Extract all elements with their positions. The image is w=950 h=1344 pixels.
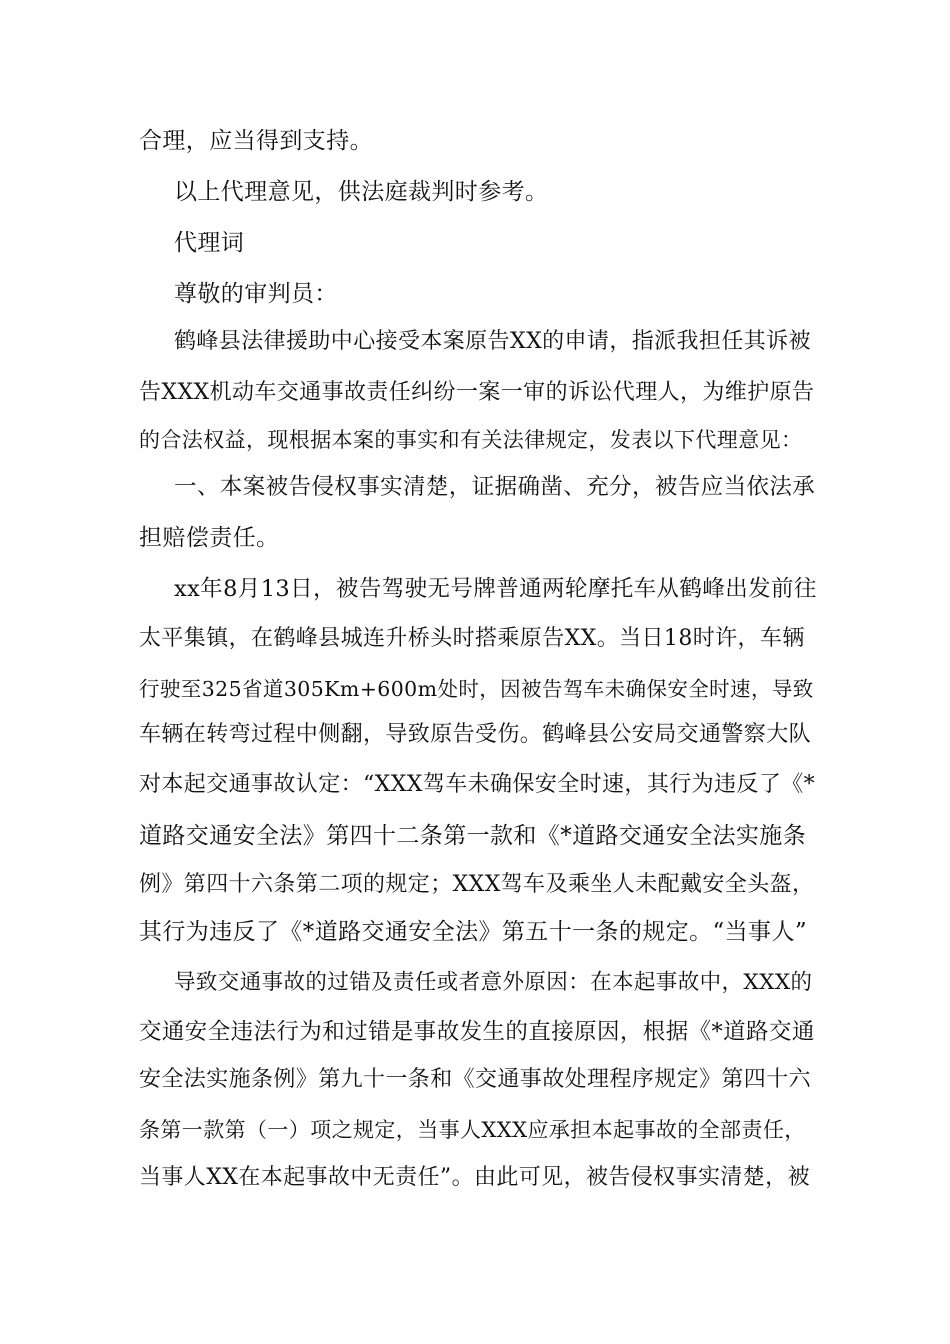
text-line: 条第一款第（一）项之规定，当事人XXX应承担本起事故的全部责任， [139,1118,806,1142]
text-line: xx年8月13日，被告驾驶无号牌普通两轮摩托车从鹤峰出发前往 [174,576,817,602]
text-line: 道路交通安全法》第四十二条第一款和《*道路交通安全法实施条 [139,823,807,849]
text-line: 对本起交通事故认定：“XXX驾车未确保安全时速，其行为违反了《* [139,772,816,797]
text-line: 车辆在转弯过程中侧翻，导致原告受伤。鹤峰县公安局交通警察大队 [139,722,812,747]
text-line: 合理，应当得到支持。 [139,128,373,154]
text-line: 安全法实施条例》第九十一条和《交通事故处理程序规定》第四十六 [139,1067,812,1092]
text-line: 一、本案被告侵权事实清楚，证据确凿、充分，被告应当依法承 [174,474,816,500]
text-line: 导致交通事故的过错及责任或者意外原因：在本起事故中，XXX的 [174,970,813,995]
text-line: 鹤峰县法律援助中心接受本案原告XX的申请，指派我担任其诉被 [174,329,811,354]
section-heading: 代理词 [174,230,245,256]
text-line: 告XXX机动车交通事故责任纠纷一案一审的诉讼代理人，为维护原告 [139,380,815,405]
text-line: 的合法权益，现根据本案的事实和有关法律规定，发表以下代理意见： [139,428,803,452]
text-line: 太平集镇，在鹤峰县城连升桥头时搭乘原告XX。当日18时许，车辆 [139,626,805,651]
salutation: 尊敬的审判员： [174,281,338,307]
text-line: 例》第四十六条第二项的规定；XXX驾车及乘坐人未配戴安全头盔， [139,872,815,897]
text-line: 担赔偿责任。 [139,525,280,551]
text-line: 行驶至325省道305Km+600m处时，因被告驾车未确保安全时速，导致 [139,677,814,701]
text-line: 其行为违反了《*道路交通安全法》第五十一条的规定。“当事人” [139,919,808,945]
text-line: 以上代理意见，供法庭裁判时参考。 [174,179,549,205]
text-line: 交通安全违法行为和过错是事故发生的直接原因，根据《*道路交通 [139,1019,815,1045]
text-line: 当事人XX在本起事故中无责任”。由此可见，被告侵权事实清楚，被 [139,1165,810,1190]
